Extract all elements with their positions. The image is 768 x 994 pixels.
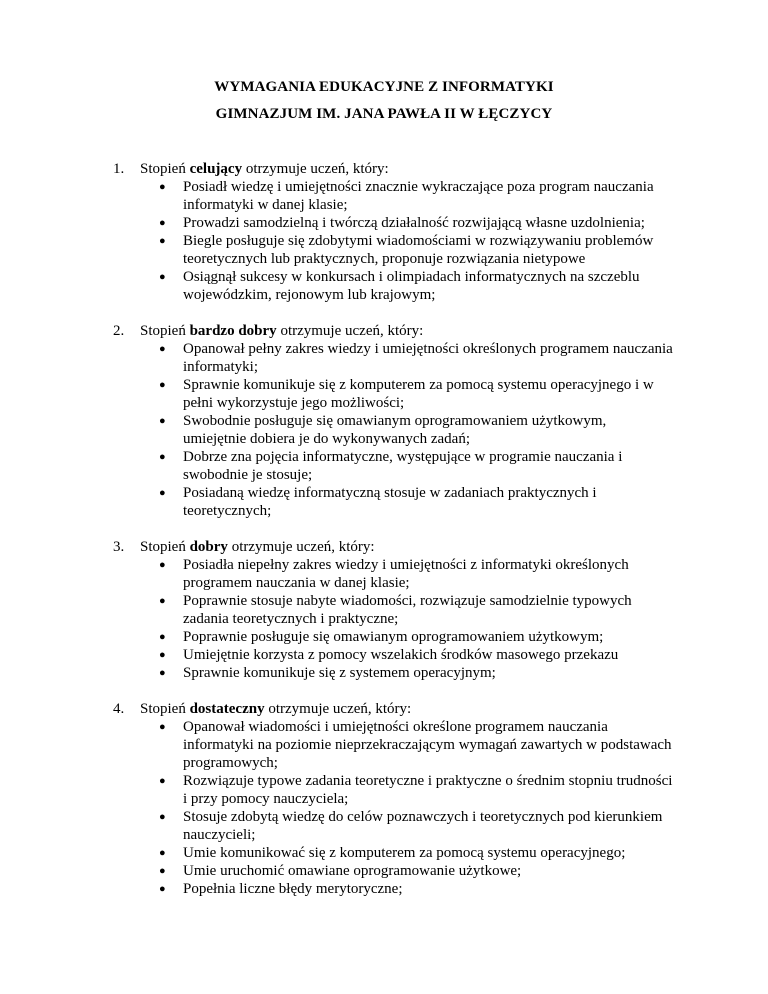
requirement-text: Sprawnie komunikuje się z komputerem za pomocą systemu operacyjnego i w pełni wykorzystuje jego możliwości; <box>183 377 654 411</box>
requirement-text: Swobodnie posługuje się omawianym oprogramowaniem użytkowym, umiejętnie dobiera je do wykonywanych zadań; <box>183 413 607 447</box>
requirement-text: Umie komunikować się z komputerem za pomocą systemu operacyjnego; <box>183 845 626 861</box>
section-intro <box>113 322 673 340</box>
bullet-icon: ● <box>159 559 166 571</box>
requirement-list <box>113 718 673 898</box>
bullet-icon: ● <box>159 343 166 355</box>
grade-name: celujący <box>189 161 243 177</box>
section-number: 4. <box>113 701 125 717</box>
grade-name: dobry <box>189 539 228 555</box>
requirement-text: Posiadła niepełny zakres wiedzy i umiejętności z informatyki określonych programem nauczania w danej klasie; <box>183 557 629 591</box>
requirement-list <box>113 556 673 682</box>
requirement-item <box>159 718 673 772</box>
section-heading <box>140 160 389 178</box>
bullet-icon: ● <box>159 487 166 499</box>
document-title: WYMAGANIA EDUKACYJNE Z INFORMATYKI <box>214 79 554 95</box>
bullet-icon: ● <box>159 271 166 283</box>
bullet-icon: ● <box>159 865 166 877</box>
requirement-text: Posiadaną wiedzę informatyczną stosuje w zadaniach praktycznych i teoretycznych; <box>183 485 597 519</box>
heading-suffix: otrzymuje uczeń, który: <box>227 539 375 555</box>
section-number: 2. <box>113 323 125 339</box>
bullet-icon: ● <box>159 649 166 661</box>
grade-section-dostateczny <box>113 700 673 898</box>
bullet-icon: ● <box>159 847 166 859</box>
heading-suffix: otrzymuje uczeń, który: <box>264 701 412 717</box>
document-subtitle: GIMNAZJUM IM. JANA PAWŁA II W ŁĘCZYCY <box>215 106 553 122</box>
section-intro <box>113 160 673 178</box>
requirement-text: Poprawnie posługuje się omawianym oprogramowaniem użytkowym; <box>183 629 604 645</box>
bullet-icon: ● <box>159 595 166 607</box>
bullet-icon: ● <box>159 415 166 427</box>
section-number: 1. <box>113 161 125 177</box>
requirement-item <box>159 772 673 808</box>
heading-prefix: Stopień <box>140 161 190 177</box>
section-heading <box>140 322 423 340</box>
requirement-item <box>159 664 673 682</box>
requirement-item <box>159 376 673 412</box>
bullet-icon: ● <box>159 235 166 247</box>
heading-suffix: otrzymuje uczeń, który: <box>242 161 389 177</box>
requirement-text: Posiadł wiedzę i umiejętności znacznie wykraczające poza program nauczania informatyki w danej klasie; <box>183 179 654 213</box>
requirement-item <box>159 646 673 664</box>
requirement-item <box>159 214 673 232</box>
requirement-list <box>113 178 673 304</box>
requirement-item <box>159 592 673 628</box>
section-intro <box>113 538 673 556</box>
grade-section-celujacy <box>113 160 673 304</box>
requirement-text: Biegle posługuje się zdobytymi wiadomościami w rozwiązywaniu problemów teoretycznych lub praktycznych, proponuje rozwiązania nietypowe <box>183 233 654 267</box>
section-number: 3. <box>113 539 125 555</box>
bullet-icon: ● <box>159 631 166 643</box>
requirement-item <box>159 844 673 862</box>
requirement-text: Dobrze zna pojęcia informatyczne, występujące w programie nauczania i swobodnie je stosuje; <box>183 449 623 483</box>
requirement-item <box>159 268 673 304</box>
heading-suffix: otrzymuje uczeń, który: <box>276 323 424 339</box>
bullet-icon: ● <box>159 217 166 229</box>
section-heading <box>140 700 411 718</box>
heading-prefix: Stopień <box>140 323 190 339</box>
requirement-text: Opanował pełny zakres wiedzy i umiejętności określonych programem nauczania informatyki; <box>183 341 673 375</box>
grade-name: bardzo dobry <box>189 323 277 339</box>
requirement-text: Osiągnął sukcesy w konkursach i olimpiadach informatycznych na szczeblu wojewódzkim, rejonowym lub krajowym; <box>183 269 640 303</box>
heading-prefix: Stopień <box>140 701 190 717</box>
requirement-item <box>159 178 673 214</box>
requirement-text: Opanował wiadomości i umiejętności określone programem nauczania informatyki na poziomie nieprzekraczającym wymagań zawartych w podstawach programowych; <box>183 719 672 771</box>
requirement-item <box>159 448 673 484</box>
requirement-item <box>159 880 673 898</box>
bullet-icon: ● <box>159 721 166 733</box>
requirement-item <box>159 628 673 646</box>
requirement-item <box>159 862 673 880</box>
section-heading <box>140 538 375 556</box>
requirement-item <box>159 340 673 376</box>
requirement-text: Rozwiązuje typowe zadania teoretyczne i praktyczne o średnim stopniu trudności i przy pomocy nauczyciela; <box>183 773 673 807</box>
requirement-text: Sprawnie komunikuje się z systemem operacyjnym; <box>183 665 496 681</box>
bullet-icon: ● <box>159 775 166 787</box>
bullet-icon: ● <box>159 181 166 193</box>
requirement-text: Poprawnie stosuje nabyte wiadomości, rozwiązuje samodzielnie typowych zadania teoretycznych i praktyczne; <box>183 593 632 627</box>
requirement-item <box>159 808 673 844</box>
requirement-text: Umie uruchomić omawiane oprogramowanie użytkowe; <box>183 863 522 879</box>
grade-section-bardzo-dobry <box>113 322 673 520</box>
requirement-text: Umiejętnie korzysta z pomocy wszelakich środków masowego przekazu <box>183 647 619 663</box>
bullet-icon: ● <box>159 811 166 823</box>
section-intro <box>113 700 673 718</box>
requirement-item <box>159 232 673 268</box>
heading-prefix: Stopień <box>140 539 190 555</box>
bullet-icon: ● <box>159 883 166 895</box>
requirement-text: Popełnia liczne błędy merytoryczne; <box>183 881 403 897</box>
requirement-text: Stosuje zdobytą wiedzę do celów poznawczych i teoretycznych pod kierunkiem nauczycieli; <box>183 809 663 843</box>
bullet-icon: ● <box>159 667 166 679</box>
requirement-item <box>159 556 673 592</box>
bullet-icon: ● <box>159 379 166 391</box>
grade-name: dostateczny <box>189 701 265 717</box>
requirement-item <box>159 412 673 448</box>
bullet-icon: ● <box>159 451 166 463</box>
grade-section-dobry <box>113 538 673 682</box>
requirement-list <box>113 340 673 520</box>
grade-requirements-list <box>113 160 673 916</box>
requirement-item <box>159 484 673 520</box>
requirement-text: Prowadzi samodzielną i twórczą działalność rozwijającą własne uzdolnienia; <box>183 215 645 231</box>
